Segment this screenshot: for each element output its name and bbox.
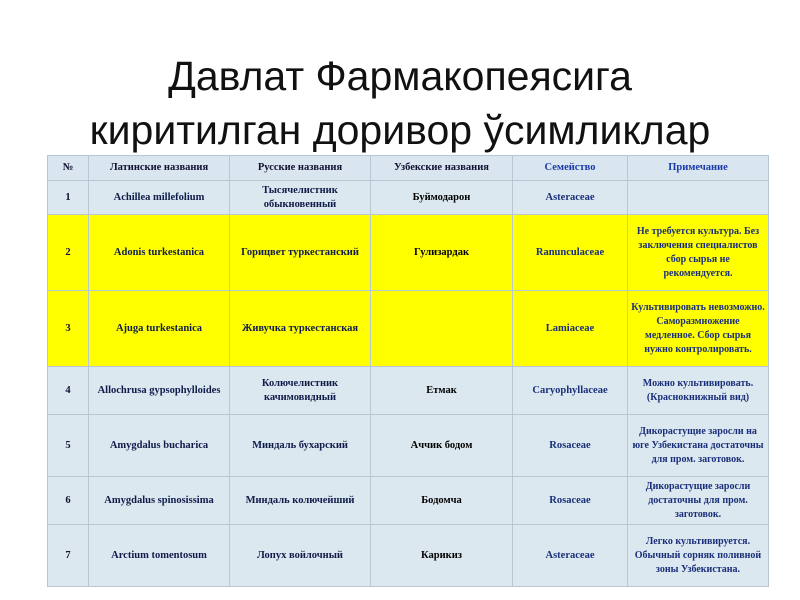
cell-latin: Arctium tomentosum [89, 525, 230, 587]
cell-latin: Amygdalus bucharica [89, 415, 230, 477]
cell-uzbek: Етмак [371, 367, 513, 415]
cell-uzbek [371, 291, 513, 367]
cell-note: Можно культивировать. (Краснокнижный вид) [628, 367, 769, 415]
cell-note [628, 181, 769, 215]
cell-russian: Живучка туркестанская [230, 291, 371, 367]
cell-latin: Achillea millefolium [89, 181, 230, 215]
plants-table [47, 155, 769, 587]
cell-note: Не требуется культура. Без заключения специалистов сбор сырья не рекомендуется. [628, 215, 769, 291]
cell-uzbek: Буймодарон [371, 181, 513, 215]
cell-note: Дикорастущие заросли достаточны для пром. заготовок. [628, 477, 769, 525]
cell-note: Легко культивируется. Обычный сорняк поливной зоны Узбекистана. [628, 525, 769, 587]
table-row [48, 367, 769, 415]
cell-latin: Amygdalus spinosissima [89, 477, 230, 525]
header-latin: Латинские названия [89, 156, 230, 181]
cell-note: Культивировать невозможно. Саморазмножение медленное. Сбор сырья нужно контролировать. [628, 291, 769, 367]
slide-title [0, 49, 800, 157]
cell-num: 4 [48, 367, 89, 415]
cell-num: 6 [48, 477, 89, 525]
cell-russian: Лопух войлочный [230, 525, 371, 587]
cell-uzbek: Карикиз [371, 525, 513, 587]
cell-family: Rosaceae [513, 477, 628, 525]
cell-uzbek: Аччик бодом [371, 415, 513, 477]
header-uzbek: Узбекские названия [371, 156, 513, 181]
cell-note: Дикорастущие заросли на юге Узбекистана достаточны для пром. заготовок. [628, 415, 769, 477]
cell-uzbek: Гулизардак [371, 215, 513, 291]
cell-russian: Миндаль бухарский [230, 415, 371, 477]
cell-russian: Колючелистник качимовидный [230, 367, 371, 415]
table-row [48, 215, 769, 291]
cell-num: 1 [48, 181, 89, 215]
cell-russian: Горицвет туркестанский [230, 215, 371, 291]
cell-num: 3 [48, 291, 89, 367]
table-row [48, 477, 769, 525]
table-row [48, 415, 769, 477]
cell-family: Ranunculaceae [513, 215, 628, 291]
cell-latin: Adonis turkestanica [89, 215, 230, 291]
cell-russian: Тысячелистник обыкновенный [230, 181, 371, 215]
cell-family: Asteraceae [513, 181, 628, 215]
header-family: Семейство [513, 156, 628, 181]
cell-num: 2 [48, 215, 89, 291]
header-num: № [48, 156, 89, 181]
cell-russian: Миндаль колючейший [230, 477, 371, 525]
table-row [48, 291, 769, 367]
table-header-row [48, 156, 769, 181]
table-row [48, 525, 769, 587]
header-note: Примечание [628, 156, 769, 181]
title-line-2: киритилган доривор ўсимликлар [89, 107, 711, 154]
title-line-1: Давлат Фармакопеясига [168, 53, 632, 100]
cell-family: Lamiaceae [513, 291, 628, 367]
cell-num: 5 [48, 415, 89, 477]
cell-latin: Ajuga turkestanica [89, 291, 230, 367]
header-russian: Русские названия [230, 156, 371, 181]
cell-family: Rosaceae [513, 415, 628, 477]
table-row [48, 181, 769, 215]
cell-latin: Allochrusa gypsophylloides [89, 367, 230, 415]
cell-family: Asteraceae [513, 525, 628, 587]
cell-family: Caryophyllaceae [513, 367, 628, 415]
cell-uzbek: Бодомча [371, 477, 513, 525]
cell-num: 7 [48, 525, 89, 587]
